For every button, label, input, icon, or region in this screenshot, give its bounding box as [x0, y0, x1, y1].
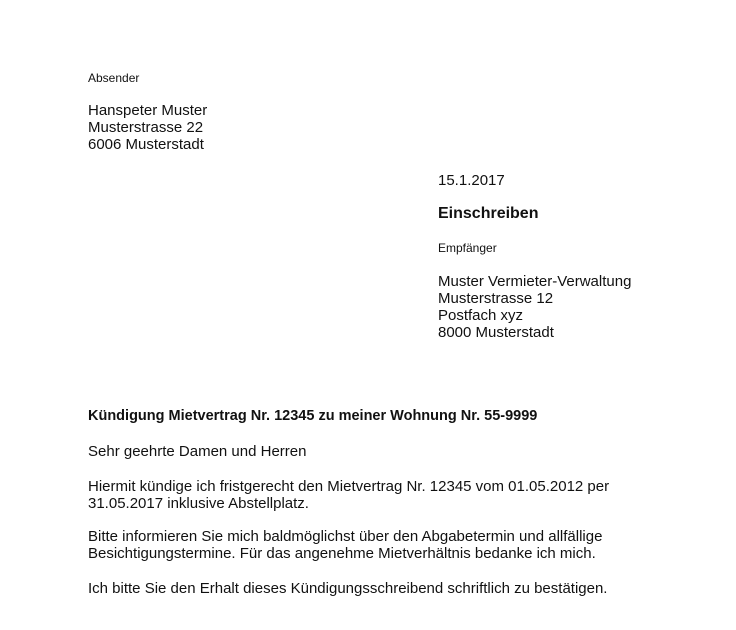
- paragraph-line: Besichtigungstermine. Für das angenehme Mietverhältnis bedanke ich mich.: [88, 545, 596, 562]
- recipient-address: [438, 273, 631, 341]
- letter-subject: Kündigung Mietvertrag Nr. 12345 zu meiner Wohnung Nr. 55-9999: [88, 408, 538, 424]
- sender-label: Absender: [88, 71, 140, 85]
- sender-name: Hanspeter Muster: [88, 102, 208, 119]
- sender-street: Musterstrasse 22: [88, 119, 204, 136]
- salutation: Sehr geehrte Damen und Herren: [88, 443, 307, 460]
- recipient-city: 8000 Musterstadt: [438, 324, 554, 341]
- paragraph-2: [88, 528, 602, 562]
- recipient-label: Empfänger: [438, 241, 497, 255]
- sender-city: 6006 Musterstadt: [88, 136, 204, 153]
- letter-date: 15.1.2017: [438, 172, 505, 189]
- recipient-name: Muster Vermieter-Verwaltung: [438, 273, 632, 290]
- paragraph-line: 31.05.2017 inklusive Abstellplatz.: [88, 495, 309, 512]
- paragraph-line: Bitte informieren Sie mich baldmöglichst über den Abgabetermin und allfällige: [88, 528, 603, 545]
- paragraph-1: [88, 478, 609, 512]
- delivery-method: Einschreiben: [438, 205, 539, 222]
- recipient-postbox: Postfach xyz: [438, 307, 524, 324]
- paragraph-3: [88, 580, 607, 597]
- sender-address: [88, 102, 207, 153]
- paragraph-line: Ich bitte Sie den Erhalt dieses Kündigungsschreibend schriftlich zu bestätigen.: [88, 580, 608, 597]
- recipient-street: Musterstrasse 12: [438, 290, 554, 307]
- paragraph-line: Hiermit kündige ich fristgerecht den Mietvertrag Nr. 12345 vom 01.05.2012 per: [88, 478, 610, 495]
